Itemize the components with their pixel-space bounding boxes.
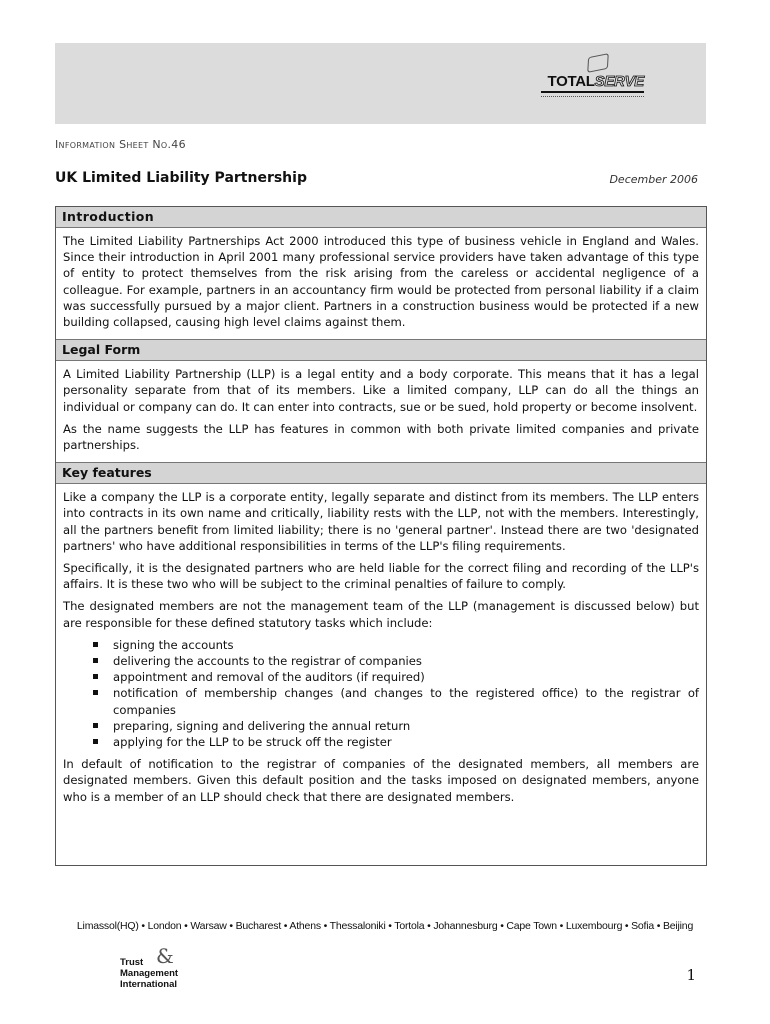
paragraph: Specifically, it is the designated partners who are held liable for the correct filing and recording of the LLP's affairs. It is these two who will be subject to the criminal penalties of failure to comply. — [63, 561, 699, 592]
page-number: 1 — [686, 966, 696, 984]
paragraph: Like a company the LLP is a corporate entity, legally separate and distinct from its members. The LLP enters into contracts in its own name and critically, liability rests with the LLP, not with the members. Interestingly, all the partners benefit from limited liability; there is no 'general partner'. Instead there are two 'designated partners' who have additional responsibilities in terms of the LLP's filing requirements. — [63, 490, 699, 553]
document-date: December 2006 — [609, 173, 698, 186]
list-item: appointment and removal of the auditors (if required) — [99, 669, 699, 685]
logo-serve-text: SERVE — [594, 73, 644, 90]
content-box — [55, 206, 707, 866]
tmi-ampersand: & — [156, 944, 174, 968]
logo-emblem-icon — [587, 53, 609, 73]
section-heading-introduction: Introduction — [56, 207, 706, 228]
list-item: applying for the LLP to be struck off the register — [99, 734, 699, 750]
tmi-logo — [120, 944, 179, 990]
section-heading-legal-form: Legal Form — [56, 339, 706, 361]
duties-list — [63, 637, 699, 750]
page-title: UK Limited Liability Partnership — [55, 170, 307, 186]
list-item: signing the accounts — [99, 637, 699, 653]
paragraph: The designated members are not the management team of the LLP (management is discussed below) but are responsible for these defined statutory tasks which include: — [63, 599, 699, 630]
logo-wordmark — [541, 73, 644, 90]
paragraph: As the name suggests the LLP has features in common with both private limited companies and private partnerships. — [63, 421, 699, 453]
paragraph: A Limited Liability Partnership (LLP) is a legal entity and a body corporate. This means that it has a legal personality separate from that of its members. Like a limited company, LLP can do all the things an individual or company can do. It can enter into contracts, sue or be sued, hold property or become insolvent. — [63, 367, 699, 414]
section-heading-key-features: Key features — [56, 462, 706, 484]
totalserve-logo — [541, 73, 644, 97]
tmi-logo-line: Management — [120, 968, 179, 979]
list-item: delivering the accounts to the registrar of companies — [99, 653, 699, 669]
section-body-legal-form — [56, 361, 706, 462]
logo-total-text: TOTAL — [547, 73, 595, 90]
list-item: preparing, signing and delivering the annual return — [99, 718, 699, 734]
tmi-logo-line: Trust — [120, 957, 144, 968]
tmi-logo-line: International — [120, 979, 178, 990]
paragraph: The Limited Liability Partnerships Act 2000 introduced this type of business vehicle in England and Wales. Since their introduction in April 2001 many professional service providers have taken advantage of this type of entity to protect themselves from the risk arising from the careless or accidental negligence of a colleague. For example, partners in an accountancy firm would be protected from personal liability if a claim was successfully pursued by a major client. Partners in a construction business would be protected if a new building collapsed, causing high level claims against them. — [63, 234, 699, 330]
header-band — [55, 43, 706, 124]
section-body-key-features — [56, 484, 706, 814]
list-item: notification of membership changes (and changes to the registered office) to the registrar of companies — [99, 685, 699, 717]
sheet-label: Information Sheet No.46 — [55, 138, 186, 151]
paragraph: In default of notification to the registrar of companies of the designated members, all members are designated members. Given this default position and the tasks imposed on designated members, anyone who is a member of an LLP should check that there are designated members. — [63, 757, 699, 804]
logo-rule — [541, 91, 644, 97]
office-locations: Limassol(HQ) • London • Warsaw • Bucharest • Athens • Thessaloniki • Tortola • Johannesburg • Cape Town • Luxembourg • Sofia • Beijing — [76, 920, 694, 932]
section-body-introduction — [56, 228, 706, 339]
